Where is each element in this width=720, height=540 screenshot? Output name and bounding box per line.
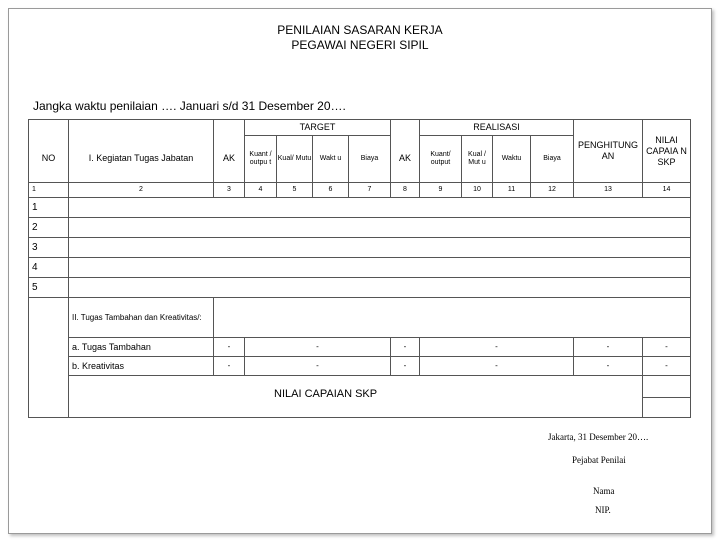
final-value-cell	[643, 398, 691, 418]
col-number: 4	[245, 183, 277, 198]
row-number: 3	[29, 238, 69, 258]
header-kegiatan-top	[69, 120, 214, 136]
blank-no-cell	[29, 376, 69, 398]
header-target: TARGET	[245, 120, 391, 136]
value-dash: -	[574, 338, 643, 357]
blank-cells	[214, 298, 691, 338]
row-cells	[69, 198, 691, 218]
header-target-biaya: Biaya	[349, 136, 391, 183]
header-ak2: AK	[391, 136, 420, 183]
header-realisasi: REALISASI	[420, 120, 574, 136]
row-cells	[69, 258, 691, 278]
col-number: 3	[214, 183, 245, 198]
value-dash: -	[245, 357, 391, 376]
row-number: 4	[29, 258, 69, 278]
header-real-kuant: Kuant/ output	[420, 136, 462, 183]
col-number: 6	[313, 183, 349, 198]
header-target-kual: Kual/ Mutu	[277, 136, 313, 183]
col-number: 12	[531, 183, 574, 198]
header-target-waktu: Wakt u	[313, 136, 349, 183]
header-no-top	[29, 120, 69, 136]
col-number: 13	[574, 183, 643, 198]
col-number: 1	[29, 183, 69, 198]
blank-no-cell	[29, 338, 69, 357]
value-dash: -	[420, 357, 574, 376]
header-real-biaya: Biaya	[531, 136, 574, 183]
tugas-tambahan-header: II. Tugas Tambahan dan Kreativitas/:	[69, 298, 214, 338]
value-dash: -	[214, 338, 245, 357]
header-nilai-capaian: NILAI CAPAIA N SKP	[643, 120, 691, 183]
blank-no-cell	[29, 298, 69, 338]
col-number: 9	[420, 183, 462, 198]
value-dash: -	[245, 338, 391, 357]
header-real-kual: Kual / Mut u	[462, 136, 493, 183]
value-dash: -	[574, 357, 643, 376]
header-penghitungan: PENGHITUNG AN	[574, 120, 643, 183]
col-number: 5	[277, 183, 313, 198]
col-number: 11	[493, 183, 531, 198]
assessment-period: Jangka waktu penilaian …. Januari s/d 31 Desember 20….	[33, 99, 346, 113]
kreativitas-label: b. Kreativitas	[69, 357, 214, 376]
row-cells	[69, 238, 691, 258]
final-value-cell	[643, 376, 691, 398]
row-cells	[69, 218, 691, 238]
document-title-line2: PEGAWAI NEGERI SIPIL	[291, 38, 429, 52]
header-no: NO	[29, 136, 69, 183]
value-dash: -	[391, 357, 420, 376]
header-ak2-top	[391, 120, 420, 136]
row-cells	[69, 278, 691, 298]
value-dash: -	[214, 357, 245, 376]
value-dash: -	[643, 357, 691, 376]
signature-nip: NIP.	[595, 505, 611, 515]
header-ak-top	[214, 120, 245, 136]
signature-role: Pejabat Penilai	[572, 455, 626, 465]
col-number: 14	[643, 183, 691, 198]
tugas-tambahan-label: a. Tugas Tambahan	[69, 338, 214, 357]
skp-table	[28, 119, 691, 418]
col-number: 7	[349, 183, 391, 198]
header-ak: AK	[214, 136, 245, 183]
value-dash: -	[420, 338, 574, 357]
signature-place-date: Jakarta, 31 Desember 20….	[548, 432, 649, 442]
value-dash: -	[643, 338, 691, 357]
header-real-waktu: Waktu	[493, 136, 531, 183]
nilai-capaian-skp-label: NILAI CAPAIAN SKP	[274, 388, 378, 400]
row-number: 2	[29, 218, 69, 238]
value-dash: -	[391, 338, 420, 357]
blank-no-cell	[29, 357, 69, 376]
blank-no-cell	[29, 398, 69, 418]
col-number: 10	[462, 183, 493, 198]
header-kegiatan: I. Kegiatan Tugas Jabatan	[69, 136, 214, 183]
header-target-kuant: Kuant / outpu t	[245, 136, 277, 183]
signature-name: Nama	[593, 486, 615, 496]
col-number: 8	[391, 183, 420, 198]
col-number: 2	[69, 183, 214, 198]
row-number: 5	[29, 278, 69, 298]
final-row-area	[69, 398, 643, 418]
document-title-line1: PENILAIAN SASARAN KERJA	[277, 23, 443, 37]
row-number: 1	[29, 198, 69, 218]
